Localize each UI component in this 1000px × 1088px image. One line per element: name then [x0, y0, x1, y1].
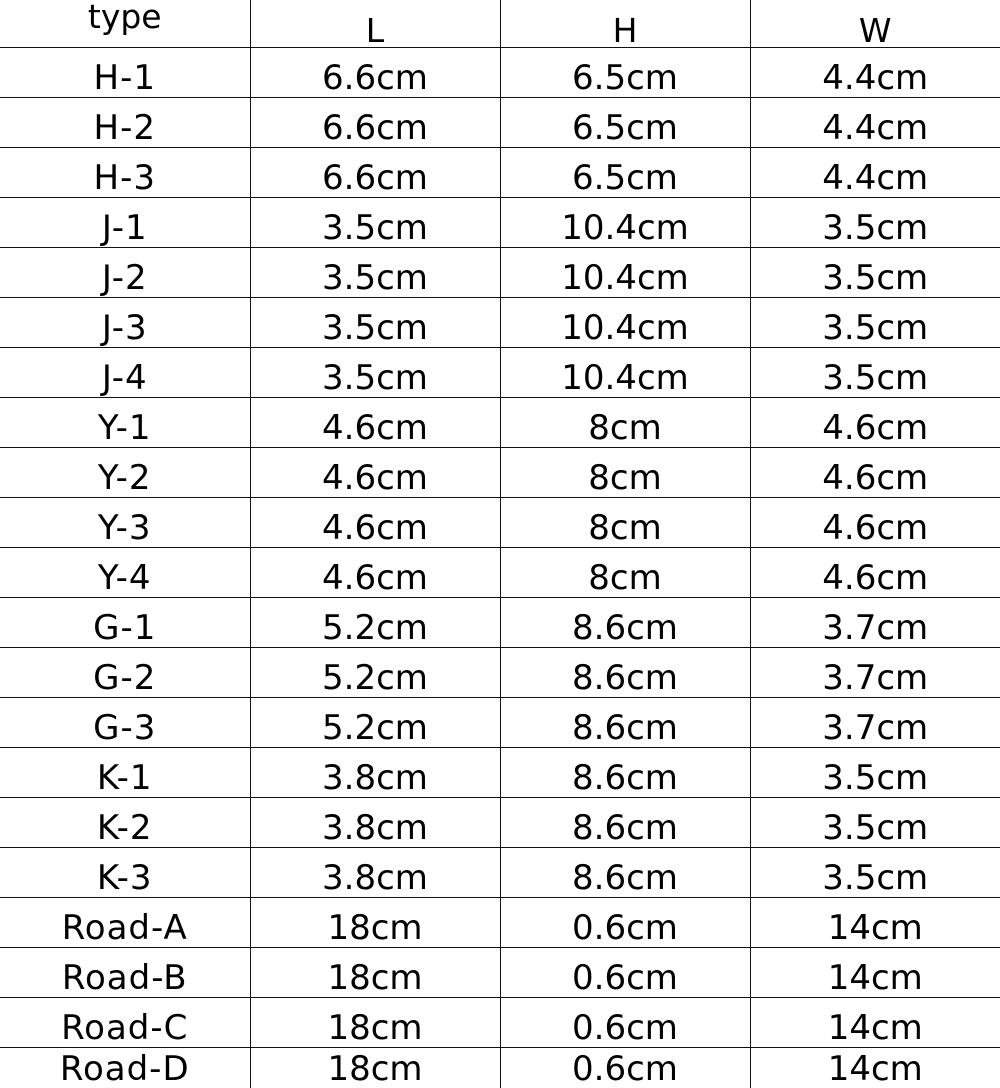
width-cell: 14cm — [750, 898, 1000, 948]
type-cell: J-4 — [0, 348, 250, 398]
length-cell: 3.5cm — [250, 348, 500, 398]
type-cell: G-3 — [0, 698, 250, 748]
length-cell: 3.8cm — [250, 798, 500, 848]
width-cell: 3.5cm — [750, 848, 1000, 898]
length-cell: 3.5cm — [250, 198, 500, 248]
length-cell: 4.6cm — [250, 448, 500, 498]
type-cell: J-3 — [0, 298, 250, 348]
height-cell: 0.6cm — [500, 898, 750, 948]
table-row — [0, 848, 1000, 898]
width-cell: 14cm — [750, 948, 1000, 998]
type-cell: Road-C — [0, 998, 250, 1048]
table-row — [0, 298, 1000, 348]
table-row — [0, 148, 1000, 198]
width-cell: 4.4cm — [750, 98, 1000, 148]
length-cell: 4.6cm — [250, 548, 500, 598]
length-cell: 18cm — [250, 948, 500, 998]
table-header — [0, 0, 1000, 48]
width-cell: 3.5cm — [750, 348, 1000, 398]
type-cell: Road-B — [0, 948, 250, 998]
width-cell: 4.4cm — [750, 48, 1000, 98]
table-row — [0, 598, 1000, 648]
type-cell: Y-4 — [0, 548, 250, 598]
table-row — [0, 248, 1000, 298]
length-cell: 6.6cm — [250, 98, 500, 148]
type-cell: H-3 — [0, 148, 250, 198]
table-row — [0, 948, 1000, 998]
length-cell: 18cm — [250, 1048, 500, 1088]
type-cell: Road-A — [0, 898, 250, 948]
table-row — [0, 648, 1000, 698]
height-cell: 8cm — [500, 548, 750, 598]
height-cell: 6.5cm — [500, 148, 750, 198]
length-cell: 6.6cm — [250, 48, 500, 98]
type-cell: J-1 — [0, 198, 250, 248]
width-cell: 14cm — [750, 998, 1000, 1048]
table-row — [0, 448, 1000, 498]
type-cell: H-1 — [0, 48, 250, 98]
type-cell: Y-1 — [0, 398, 250, 448]
width-cell: 4.6cm — [750, 498, 1000, 548]
height-cell: 6.5cm — [500, 98, 750, 148]
width-cell: 3.5cm — [750, 298, 1000, 348]
length-cell: 4.6cm — [250, 498, 500, 548]
header-width: W — [750, 0, 1000, 48]
height-cell: 8.6cm — [500, 598, 750, 648]
height-cell: 8cm — [500, 498, 750, 548]
length-cell: 5.2cm — [250, 698, 500, 748]
height-cell: 10.4cm — [500, 248, 750, 298]
type-cell: K-1 — [0, 748, 250, 798]
height-cell: 10.4cm — [500, 298, 750, 348]
width-cell: 14cm — [750, 1048, 1000, 1088]
width-cell: 3.7cm — [750, 698, 1000, 748]
height-cell: 8cm — [500, 448, 750, 498]
width-cell: 4.6cm — [750, 548, 1000, 598]
length-cell: 3.8cm — [250, 848, 500, 898]
height-cell: 10.4cm — [500, 198, 750, 248]
height-cell: 8cm — [500, 398, 750, 448]
width-cell: 4.6cm — [750, 398, 1000, 448]
table-row — [0, 698, 1000, 748]
type-cell: Y-3 — [0, 498, 250, 548]
height-cell: 8.6cm — [500, 698, 750, 748]
type-cell: J-2 — [0, 248, 250, 298]
table-row — [0, 198, 1000, 248]
length-cell: 5.2cm — [250, 648, 500, 698]
width-cell: 3.5cm — [750, 748, 1000, 798]
width-cell: 4.4cm — [750, 148, 1000, 198]
table-row — [0, 798, 1000, 848]
table-row — [0, 48, 1000, 98]
length-cell: 3.5cm — [250, 298, 500, 348]
table-row — [0, 98, 1000, 148]
height-cell: 8.6cm — [500, 798, 750, 848]
height-cell: 10.4cm — [500, 348, 750, 398]
table-row — [0, 998, 1000, 1048]
length-cell: 4.6cm — [250, 398, 500, 448]
table-row — [0, 1048, 1000, 1088]
length-cell: 3.8cm — [250, 748, 500, 798]
type-cell: K-3 — [0, 848, 250, 898]
table-row — [0, 398, 1000, 448]
height-cell: 0.6cm — [500, 1048, 750, 1088]
table-body — [0, 48, 1000, 1088]
type-cell: G-1 — [0, 598, 250, 648]
height-cell: 8.6cm — [500, 648, 750, 698]
width-cell: 3.5cm — [750, 798, 1000, 848]
length-cell: 18cm — [250, 998, 500, 1048]
type-cell: Road-D — [0, 1048, 250, 1088]
type-cell: H-2 — [0, 98, 250, 148]
table-row — [0, 748, 1000, 798]
width-cell: 3.7cm — [750, 648, 1000, 698]
type-cell: K-2 — [0, 798, 250, 848]
height-cell: 8.6cm — [500, 848, 750, 898]
width-cell: 3.7cm — [750, 598, 1000, 648]
height-cell: 0.6cm — [500, 998, 750, 1048]
header-row — [0, 0, 1000, 48]
type-cell: G-2 — [0, 648, 250, 698]
length-cell: 3.5cm — [250, 248, 500, 298]
table-row — [0, 548, 1000, 598]
height-cell: 0.6cm — [500, 948, 750, 998]
width-cell: 4.6cm — [750, 448, 1000, 498]
table-row — [0, 498, 1000, 548]
header-length: L — [250, 0, 500, 48]
header-height: H — [500, 0, 750, 48]
length-cell: 5.2cm — [250, 598, 500, 648]
length-cell: 18cm — [250, 898, 500, 948]
height-cell: 6.5cm — [500, 48, 750, 98]
height-cell: 8.6cm — [500, 748, 750, 798]
table-row — [0, 898, 1000, 948]
header-type: type — [0, 0, 250, 48]
length-cell: 6.6cm — [250, 148, 500, 198]
type-cell: Y-2 — [0, 448, 250, 498]
table-row — [0, 348, 1000, 398]
width-cell: 3.5cm — [750, 198, 1000, 248]
width-cell: 3.5cm — [750, 248, 1000, 298]
